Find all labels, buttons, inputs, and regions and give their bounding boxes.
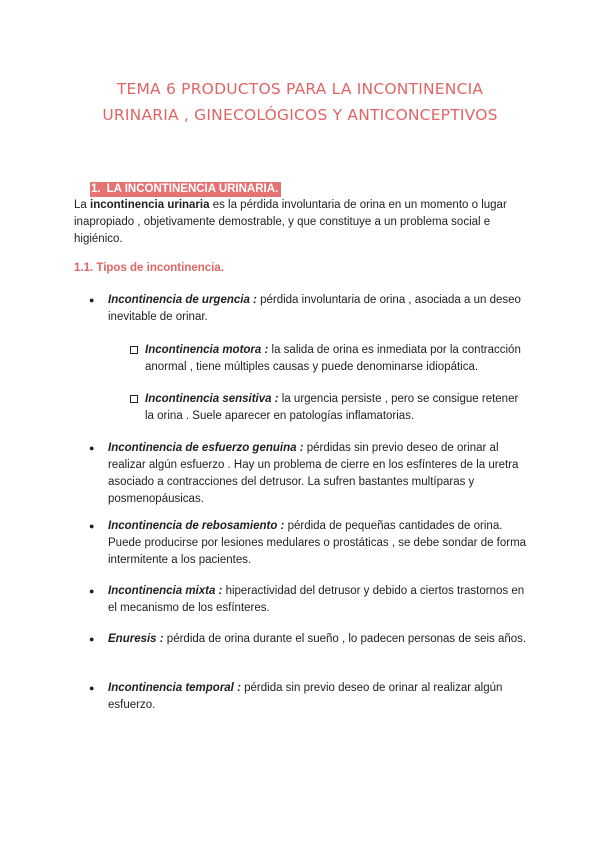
section-heading xyxy=(90,182,281,197)
item-text: pérdidas sin previo deseo de orinar al realizar algún esfuerzo . Hay un problema de cierre en los esfínteres de la uretra asociado a contracciones del detrusor. La sufren bastantes multíparas y posmenopáusicas. xyxy=(108,442,519,505)
section-number: 1. xyxy=(91,183,101,195)
subsection-heading: 1.1. Tipos de incontinencia. xyxy=(74,262,224,274)
bullet-icon: ● xyxy=(89,586,95,596)
item-text: hiperactividad del detrusor y debido a ciertos trastornos en el mecanismo de los esfínteres. xyxy=(108,585,525,614)
intro-text: es la pérdida involuntaria de orina en un momento o lugar inapropiado , objetivamente demostrable, y que constituye a un problema social e higiénico. xyxy=(74,199,507,245)
item-term: Incontinencia de esfuerzo genuina : xyxy=(108,442,304,454)
bullet-icon: ● xyxy=(89,683,95,693)
bullet-icon: ● xyxy=(89,295,95,305)
item-term: Incontinencia mixta : xyxy=(108,585,223,597)
intro-paragraph xyxy=(74,197,524,248)
list-item xyxy=(89,440,528,508)
item-term: Incontinencia temporal : xyxy=(108,682,241,694)
item-text: pérdida involuntaria de orina , asociada a un deseo inevitable de orinar. xyxy=(108,294,521,323)
list-item xyxy=(89,292,528,326)
section-title: LA INCONTINENCIA URINARIA. xyxy=(106,183,279,195)
list-item xyxy=(89,518,528,569)
title-line-1: TEMA 6 PRODUCTOS PARA LA INCONTINENCIA xyxy=(116,80,484,98)
title-line-2: URINARIA , GINECOLÓGICOS Y ANTICONCEPTIVOS xyxy=(102,106,498,124)
item-text: pérdida sin previo deseo de orinar al realizar algún esfuerzo. xyxy=(108,682,503,711)
subitem-term: Incontinencia motora : xyxy=(145,344,269,356)
list-item xyxy=(89,583,528,617)
checkbox-icon xyxy=(130,346,138,354)
list-item xyxy=(89,631,528,648)
intro-term: incontinencia urinaria xyxy=(90,199,210,211)
document-title xyxy=(40,76,560,128)
sublist-item xyxy=(145,342,525,376)
item-term: Incontinencia de rebosamiento : xyxy=(108,520,285,532)
item-text: pérdida de pequeñas cantidades de orina. Puede producirse por lesiones medulares o prostáticas , se debe sondar de forma intermitente a los pacientes. xyxy=(108,520,527,566)
list-item xyxy=(89,680,528,714)
sublist-item xyxy=(145,391,525,425)
bullet-icon: ● xyxy=(89,634,95,644)
item-term: Enuresis : xyxy=(108,633,164,645)
checkbox-icon xyxy=(130,395,138,403)
bullet-icon: ● xyxy=(89,521,95,531)
bullet-icon: ● xyxy=(89,443,95,453)
subitem-term: Incontinencia sensitiva : xyxy=(145,393,279,405)
intro-lead: La xyxy=(74,199,90,211)
item-text: pérdida de orina durante el sueño , lo padecen personas de seis años. xyxy=(163,633,527,645)
item-term: Incontinencia de urgencia : xyxy=(108,294,257,306)
subitem-text: la urgencia persiste , pero se consigue retener la orina . Suele aparecer en patologías inflamatorias. xyxy=(145,393,519,422)
subitem-text: la salida de orina es inmediata por la contracción anormal , tiene múltiples causas y puede denominarse idiopática. xyxy=(145,344,521,373)
